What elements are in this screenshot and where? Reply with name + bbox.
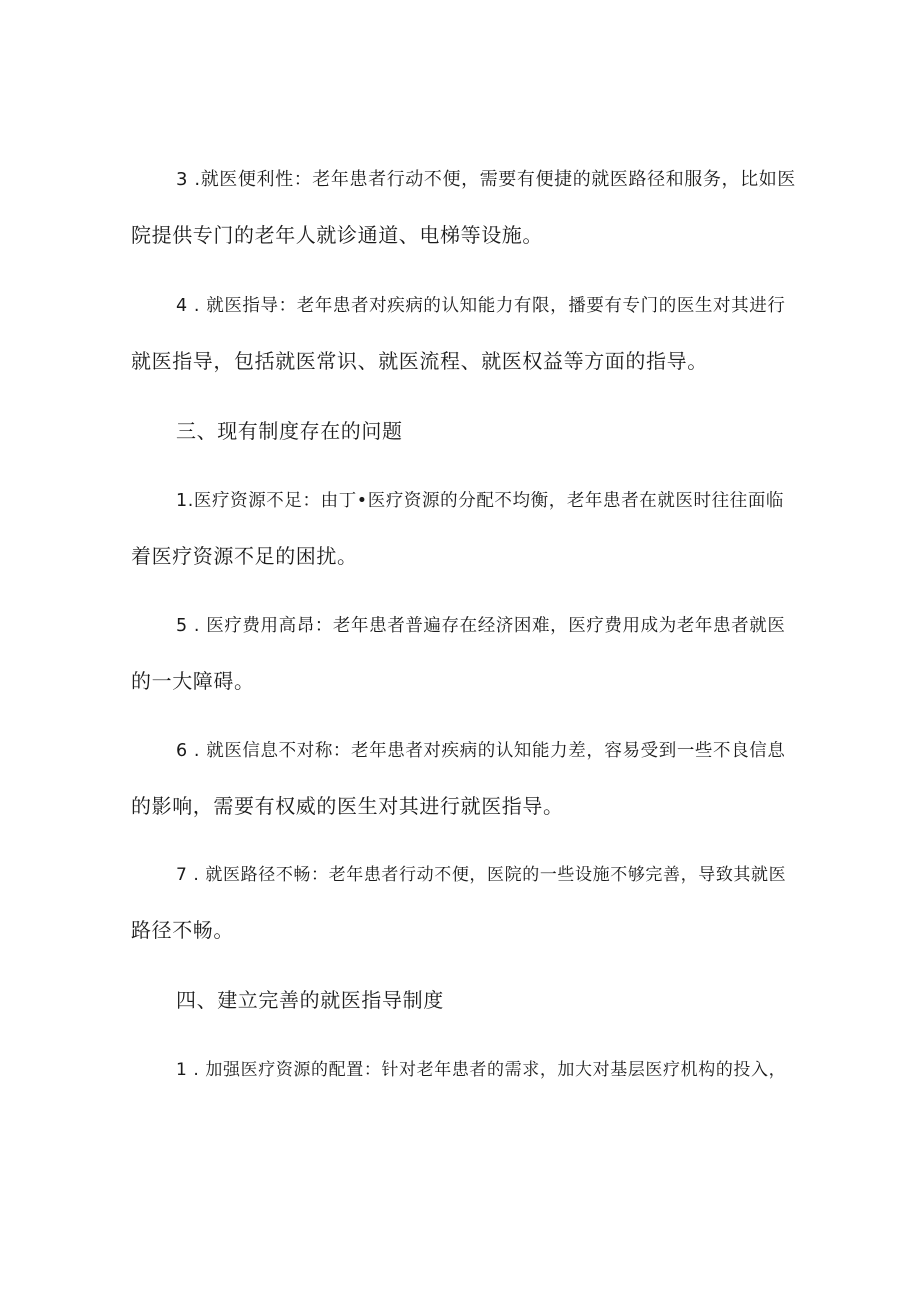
section-heading: 四、建立完善的就医指导制度 xyxy=(176,988,444,1012)
paragraph-line: 路径不畅。 xyxy=(131,918,234,942)
paragraph-line: 7 . 就医路径不畅：老年患者行动不便，医院的一些设施不够完善，导致其就医 xyxy=(176,865,787,885)
paragraph-line: 1 . 加强医疗资源的配置：针对老年患者的需求，加大对基层医疗机构的投入， xyxy=(176,1060,787,1080)
section-heading: 三、现有制度存在的问题 xyxy=(176,419,403,443)
paragraph-line: 6 . 就医信息不对称：老年患者对疾病的认知能力差，容易受到一些不良信息 xyxy=(176,741,786,761)
paragraph-line: 5 . 医疗费用高昂：老年患者普遍存在经济困难，医疗费用成为老年患者就医 xyxy=(176,616,786,636)
paragraph-line: 着医疗资源不足的困扰。 xyxy=(131,544,358,568)
paragraph-line: 院提供专门的老年人就诊通道、电梯等设施。 xyxy=(131,223,543,247)
paragraph-line: 就医指导，包括就医常识、就医流程、就医权益等方面的指导。 xyxy=(131,349,708,373)
paragraph-line: 3 .就医便利性：老年患者行动不便，需要有便捷的就医路径和服务，比如医 xyxy=(176,169,796,190)
paragraph-line: 1.医疗资源不足：由丁•医疗资源的分配不均衡，老年患者在就医时往往面临 xyxy=(176,491,785,511)
paragraph-line: 4 . 就医指导：老年患者对疾病的认知能力有限，播要有专门的医生对其进行 xyxy=(176,296,786,316)
paragraph-line: 的影响，需要有权威的医生对其进行就医指导。 xyxy=(131,794,564,818)
paragraph-line: 的一大障碍。 xyxy=(131,669,255,693)
